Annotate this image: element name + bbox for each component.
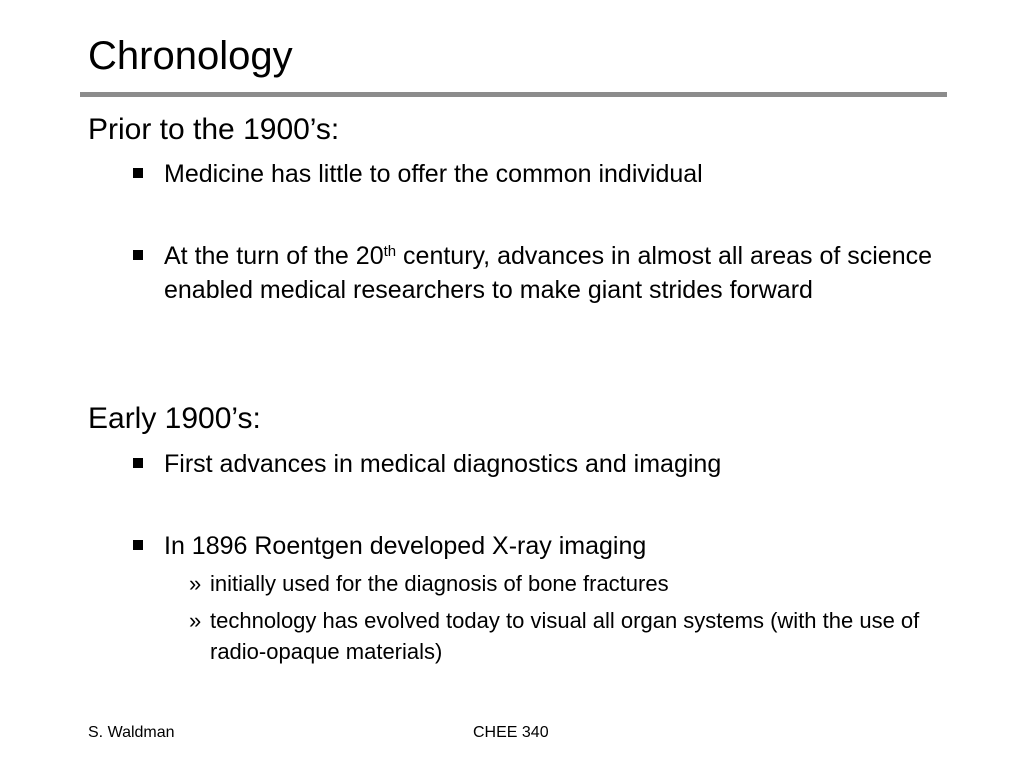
- bullet-text: First advances in medical diagnostics and imaging: [164, 450, 722, 478]
- bullet-item: [133, 447, 953, 481]
- section-heading-early-1900s: Early 1900’s:: [88, 402, 261, 435]
- footer-course: CHEE 340: [473, 724, 549, 741]
- double-chevron-icon: »: [189, 571, 202, 596]
- bullet-text-start: At the turn of the 20: [164, 242, 384, 270]
- bullet-text: In 1896 Roentgen developed X-ray imaging: [164, 532, 647, 560]
- sub-bullet-item: [189, 605, 939, 667]
- section-heading-prior-1900s: Prior to the 1900’s:: [88, 113, 340, 146]
- square-bullet-icon: [133, 168, 143, 178]
- square-bullet-icon: [133, 540, 143, 550]
- sub-bullet-item: [189, 568, 939, 599]
- bullet-item: [133, 157, 953, 191]
- bullet-text-end: century, advances in almost all areas of science enabled medical researchers to make giant strides forward: [164, 242, 933, 304]
- footer-author: S. Waldman: [88, 724, 175, 741]
- bullet-item: [133, 529, 953, 563]
- bullet-text: Medicine has little to offer the common individual: [164, 160, 703, 188]
- bullet-item: [133, 239, 953, 307]
- sub-bullet-text: technology has evolved today to visual all organ systems (with the use of radio-opaque materials): [210, 608, 920, 664]
- slide-title: Chronology: [88, 34, 293, 78]
- square-bullet-icon: [133, 250, 143, 260]
- title-divider: [80, 92, 947, 97]
- bullet-text: [164, 239, 953, 307]
- sub-bullet-text: initially used for the diagnosis of bone fractures: [210, 571, 669, 596]
- square-bullet-icon: [133, 458, 143, 468]
- ordinal-superscript: th: [383, 243, 397, 260]
- double-chevron-icon: »: [189, 608, 202, 633]
